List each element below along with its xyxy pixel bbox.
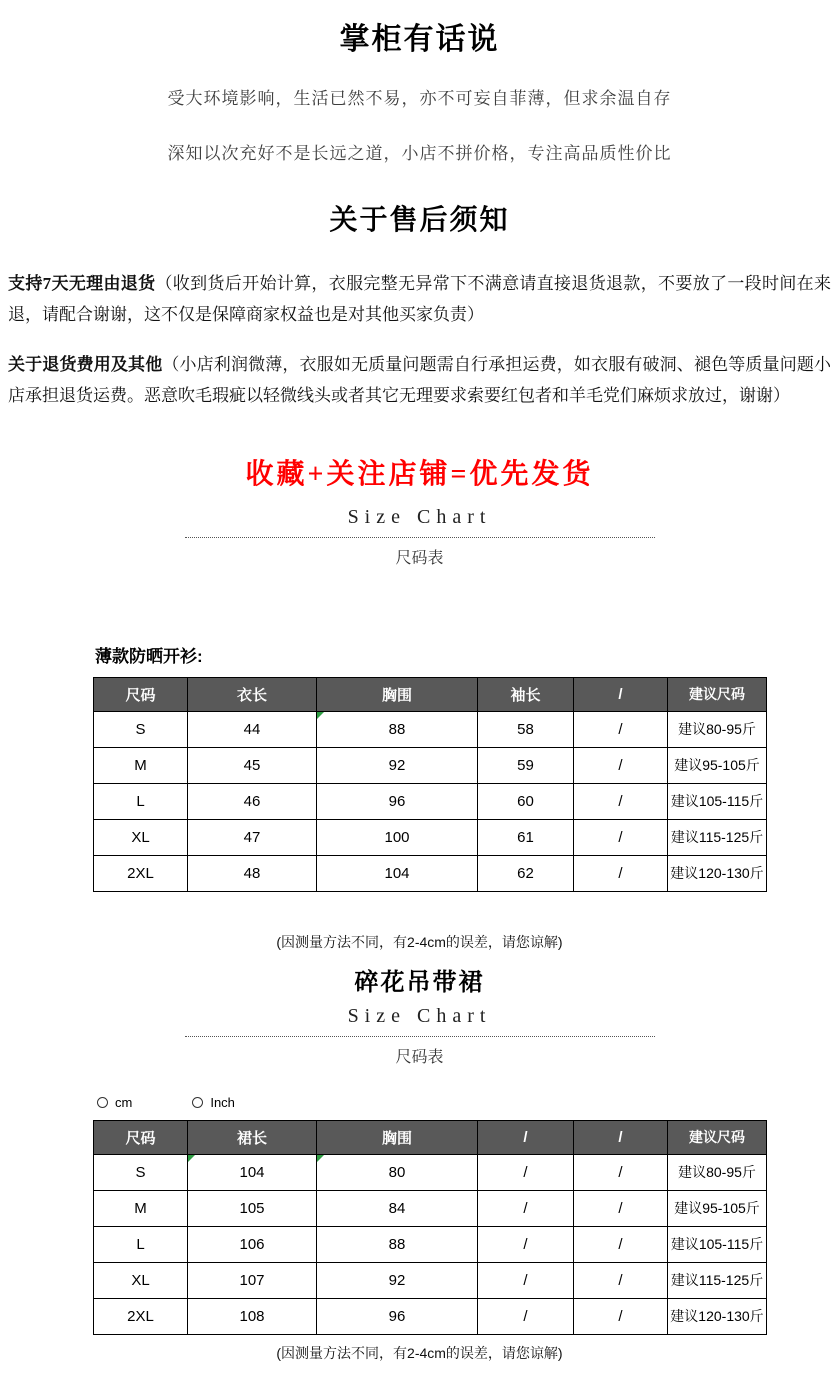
table-cell: 建议115-125斤: [668, 819, 767, 855]
table-cell: 44: [188, 711, 317, 747]
table-cell: 建议95-105斤: [668, 1190, 767, 1226]
unit-selector: [97, 1095, 839, 1110]
table-cell: /: [574, 711, 668, 747]
policy-returns-text: （收到货后开始计算，衣服完整无异常下不满意请直接退货退款，不要放了一段时间在来退，请配合谢谢，这不仅是保障商家权益也是对其他买家负责）: [8, 274, 831, 325]
table-cell: XL: [94, 1262, 188, 1298]
table-header-cell: 胸围: [317, 677, 478, 711]
table-row: [94, 819, 767, 855]
table-row: [94, 1226, 767, 1262]
table-cell: /: [574, 1262, 668, 1298]
table-cell: 96: [317, 783, 478, 819]
table-cell: /: [574, 855, 668, 891]
size-table-dress: [93, 1120, 767, 1335]
dotted-divider-2: [185, 1036, 655, 1037]
unit-option-inch[interactable]: [192, 1095, 235, 1110]
table-cell: 80: [317, 1154, 478, 1190]
table-cell: 45: [188, 747, 317, 783]
table-header-cell: 袖长: [478, 677, 574, 711]
table-header-cell: 尺码: [94, 677, 188, 711]
table-cell: 96: [317, 1298, 478, 1334]
table-cell: 62: [478, 855, 574, 891]
table-row: [94, 855, 767, 891]
table-header-cell: 建议尺码: [668, 1120, 767, 1154]
measure-note-1: (因测量方法不同，有2-4cm的误差，请您谅解): [276, 933, 563, 950]
table-row: [94, 1154, 767, 1190]
table-row: [94, 711, 767, 747]
size-chart-header-1: [0, 506, 839, 568]
table-cell: 48: [188, 855, 317, 891]
table-cell: 59: [478, 747, 574, 783]
table-cell: 88: [317, 711, 478, 747]
table-row: [94, 1190, 767, 1226]
table-header-cell: /: [574, 1120, 668, 1154]
table-cell: 105: [188, 1190, 317, 1226]
intro-line-2: 深知以次充好不是长远之道，小店不拼价格，专注高品质性价比: [167, 144, 672, 163]
policy-fees-lead: 关于退货费用及其他: [8, 354, 163, 374]
table-cell: /: [574, 1154, 668, 1190]
table-cell: 建议120-130斤: [668, 855, 767, 891]
table-cell: /: [478, 1190, 574, 1226]
table-cell: 104: [317, 855, 478, 891]
table-header-cell: 胸围: [317, 1120, 478, 1154]
table-header-cell: 衣长: [188, 677, 317, 711]
table-row: [94, 783, 767, 819]
dotted-divider-1: [185, 537, 655, 538]
table-cell: 建议105-115斤: [668, 783, 767, 819]
table-header-cell: /: [574, 677, 668, 711]
size-table-cardigan: [93, 677, 767, 892]
size-chart-subtitle-2: 尺码表: [395, 1048, 444, 1066]
table-header-row: [94, 677, 767, 711]
policy-returns-lead: 支持7天无理由退货: [8, 274, 156, 293]
table-cell: 108: [188, 1298, 317, 1334]
table-cell: 107: [188, 1262, 317, 1298]
table-cell: 建议115-125斤: [668, 1262, 767, 1298]
table-cell: 47: [188, 819, 317, 855]
size-chart-title-1: Size Chart: [347, 505, 492, 528]
unit-option-cm[interactable]: [97, 1095, 132, 1110]
table-cell: 106: [188, 1226, 317, 1262]
measure-note-2: (因测量方法不同，有2-4cm的误差，请您谅解): [276, 1344, 563, 1361]
table-header-cell: /: [478, 1120, 574, 1154]
table-cell: /: [574, 1226, 668, 1262]
table-cell: XL: [94, 819, 188, 855]
table-header-cell: 建议尺码: [668, 677, 767, 711]
table-cell: 100: [317, 819, 478, 855]
table-cell: L: [94, 783, 188, 819]
table-cell: /: [478, 1298, 574, 1334]
table-cell: 104: [188, 1154, 317, 1190]
policy-fees-text: （小店利润微薄，衣服如无质量问题需自行承担运费，如衣服有破洞、褪色等质量问题小店承担退货运费。恶意吹毛瑕疵以轻微线头或者其它无理要求索要红包者和羊毛党们麻烦求放过，谢谢）: [8, 354, 832, 406]
table-cell: 88: [317, 1226, 478, 1262]
table-cell: 60: [478, 783, 574, 819]
table-cell: L: [94, 1226, 188, 1262]
size-chart-title-2: Size Chart: [347, 1004, 492, 1027]
aftersale-title: 关于售后须知: [329, 205, 510, 236]
policy-paragraph-returns: [8, 268, 831, 331]
radio-inch-icon[interactable]: [192, 1097, 203, 1108]
table-cell: 2XL: [94, 855, 188, 891]
page-title: 掌柜有话说: [339, 23, 500, 56]
product-title-dress: 碎花吊带裙: [354, 968, 485, 996]
table-cell: 建议120-130斤: [668, 1298, 767, 1334]
table-cell: 2XL: [94, 1298, 188, 1334]
size-chart-subtitle-1: 尺码表: [395, 549, 444, 567]
table-cell: /: [574, 1190, 668, 1226]
table-cell: /: [574, 1298, 668, 1334]
table-header-cell: 尺码: [94, 1120, 188, 1154]
table-cell: 92: [317, 1262, 478, 1298]
table-cell: /: [574, 819, 668, 855]
table-cell: /: [478, 1154, 574, 1190]
table-cell: 84: [317, 1190, 478, 1226]
table-header-cell: 裙长: [188, 1120, 317, 1154]
table-cell: 建议80-95斤: [668, 711, 767, 747]
table-header-row: [94, 1120, 767, 1154]
policy-paragraph-fees: [8, 349, 831, 412]
product-label-cardigan: 薄款防晒开衫:: [95, 646, 203, 666]
table-cell: /: [574, 747, 668, 783]
table-cell: /: [478, 1226, 574, 1262]
promo-banner: 收藏+关注店铺=优先发货: [245, 458, 594, 490]
table-cell: S: [94, 711, 188, 747]
table-cell: 92: [317, 747, 478, 783]
unit-label-inch: Inch: [210, 1094, 235, 1110]
unit-label-cm: cm: [115, 1094, 133, 1110]
intro-line-1: 受大环境影响，生活已然不易，亦不可妄自菲薄，但求余温自存: [167, 89, 672, 108]
table-cell: 58: [478, 711, 574, 747]
table-cell: M: [94, 747, 188, 783]
table-row: [94, 1298, 767, 1334]
table-row: [94, 747, 767, 783]
table-cell: /: [574, 783, 668, 819]
table-cell: S: [94, 1154, 188, 1190]
table-cell: 46: [188, 783, 317, 819]
table-row: [94, 1262, 767, 1298]
table-cell: M: [94, 1190, 188, 1226]
table-cell: 建议80-95斤: [668, 1154, 767, 1190]
table-cell: 61: [478, 819, 574, 855]
radio-cm-icon[interactable]: [97, 1097, 108, 1108]
table-cell: 建议95-105斤: [668, 747, 767, 783]
table-cell: /: [478, 1262, 574, 1298]
size-chart-header-2: [0, 1005, 839, 1067]
table-cell: 建议105-115斤: [668, 1226, 767, 1262]
